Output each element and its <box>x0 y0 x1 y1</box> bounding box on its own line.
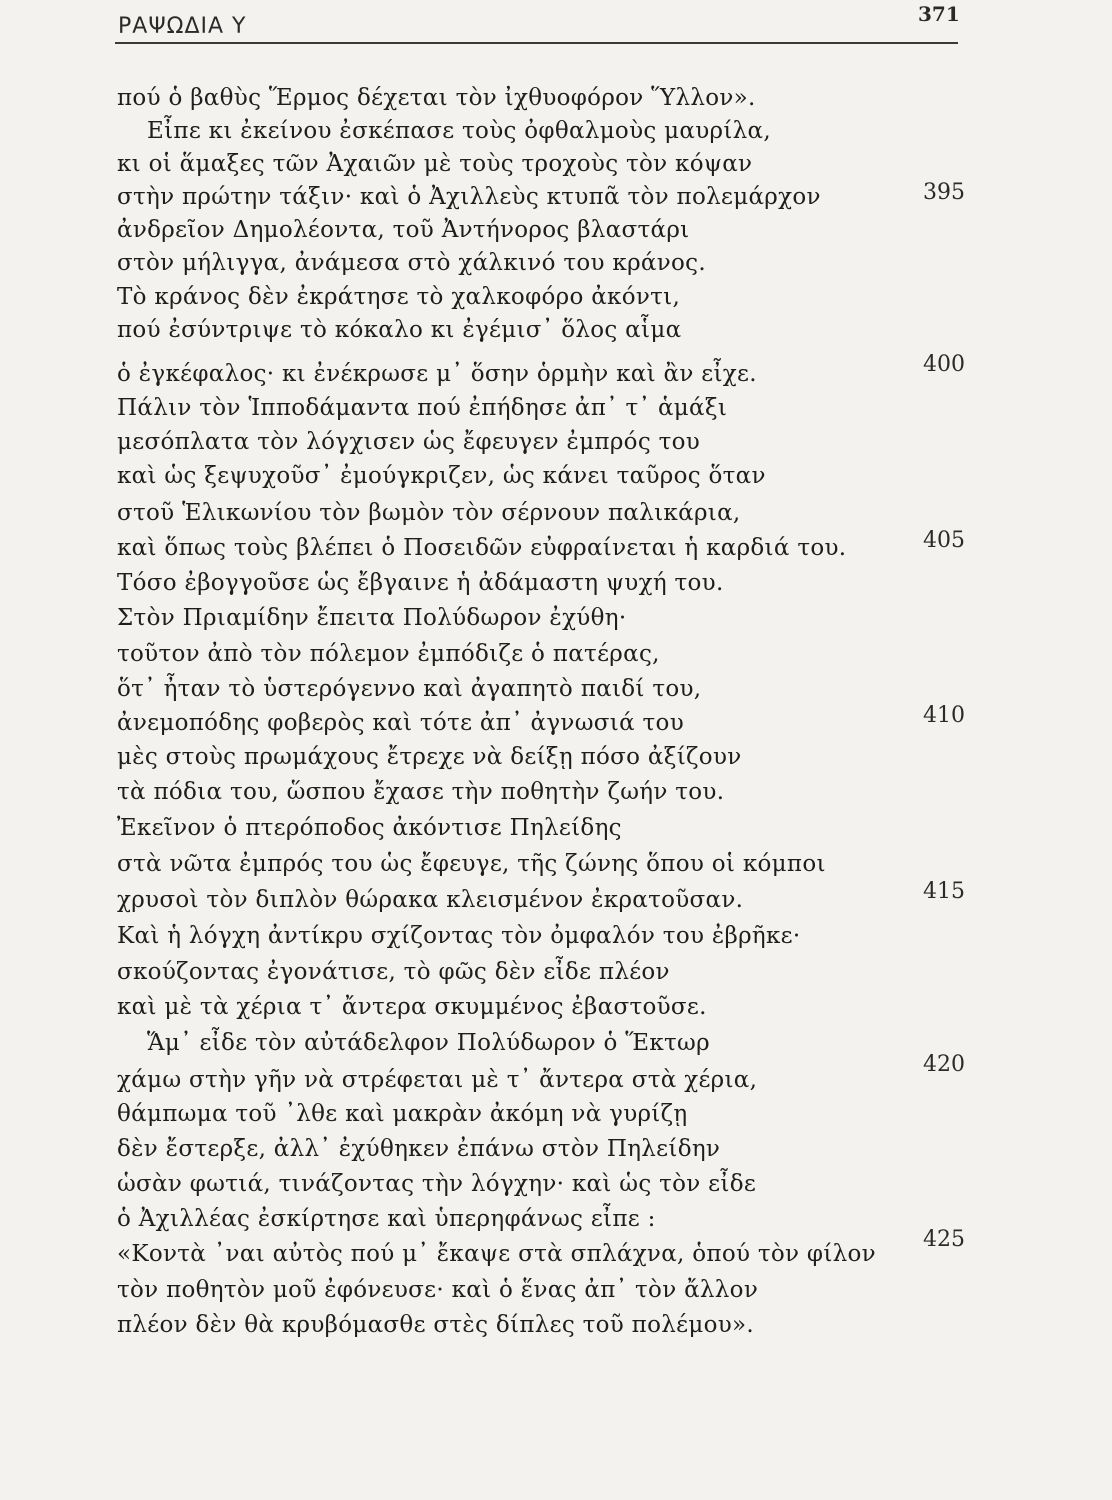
verse-line: δὲν ἔστερξε, ἀλλ᾽ ἐχύθηκεν ἐπάνω στὸν Πηλείδην <box>117 1136 721 1162</box>
verse-line: τοῦτον ἀπὸ τὸν πόλεμον ἐμπόδιζε ὁ πατέρας, <box>117 641 660 667</box>
verse-line: Ἅμ᾽ εἶδε τὸν αὐτάδελφον Πολύδωρον ὁ Ἕκτωρ <box>147 1030 710 1056</box>
line-number: 395 <box>923 180 965 205</box>
verse-line: ὡσὰν φωτιά, τινάζοντας τὴν λόγχην· καὶ ὡς τὸν εἶδε <box>117 1171 757 1197</box>
verse-line: καὶ ὡς ξεψυχοῦσ᾽ ἐμούγκριζεν, ὡς κάνει ταῦρος ὅταν <box>117 463 766 489</box>
verse-line: ἀνεμοπόδης φοβερὸς καὶ τότε ἀπ᾽ ἀγνωσιά του <box>117 710 684 736</box>
header-rule <box>115 42 958 44</box>
verse-line: τὸν ποθητὸν μοῦ ἐφόνευσε· καὶ ὁ ἕνας ἀπ᾽ τὸν ἄλλον <box>117 1277 759 1303</box>
verse-line: μεσόπλατα τὸν λόγχισεν ὡς ἔφευγεν ἐμπρός του <box>117 429 701 455</box>
line-number: 405 <box>923 528 965 553</box>
verse-line: καὶ ὅπως τοὺς βλέπει ὁ Ποσειδῶν εὐφραίνεται ἡ καρδιά του. <box>117 535 847 561</box>
verse-line: στὸν μήλιγγα, ἀνάμεσα στὸ χάλκινό του κράνος. <box>117 250 706 276</box>
line-number: 400 <box>923 352 965 377</box>
verse-line: Τὸ κράνος δὲν ἐκράτησε τὸ χαλκοφόρο ἀκόντι, <box>117 284 681 310</box>
verse-line: πλέον δὲν θὰ κρυβόμασθε στὲς δίπλες τοῦ πολέμου». <box>117 1312 755 1338</box>
verse-line: πού ὁ βαθὺς Ἕρμος δέχεται τὸν ἰχθυοφόρον Ὕλλον». <box>117 85 756 111</box>
verse-line: στοῦ Ἑλικωνίου τὸν βωμὸν τὸν σέρνουν παλικάρια, <box>117 500 741 526</box>
verse-line: Στὸν Πριαμίδην ἔπειτα Πολύδωρον ἐχύθη· <box>117 605 627 631</box>
line-number: 415 <box>923 879 965 904</box>
verse-line: θάμπωμα τοῦ ᾽λθε καὶ μακρὰν ἀκόμη νὰ γυρίζῃ <box>117 1101 688 1127</box>
verse-line: στὰ νῶτα ἐμπρός του ὡς ἔφευγε, τῆς ζώνης ὅπου οἱ κόμποι <box>117 851 826 877</box>
verse-line: Πάλιν τὸν Ἱπποδάμαντα πού ἐπήδησε ἀπ᾽ τ᾽ ἁμάξι <box>117 395 728 421</box>
verse-line: σκούζοντας ἐγονάτισε, τὸ φῶς δὲν εἶδε πλέον <box>117 959 670 985</box>
verse-line: «Κοντὰ ᾽ναι αὐτὸς πού μ᾽ ἔκαψε στὰ σπλάχνα, ὁπού τὸν φίλον <box>117 1241 876 1267</box>
verse-line: χρυσοὶ τὸν διπλὸν θώρακα κλεισμένον ἐκρατοῦσαν. <box>117 887 744 913</box>
verse-line: ὁ ἐγκέφαλος· κι ἐνέκρωσε μ᾽ ὅσην ὁρμὴν καὶ ἂν εἶχε. <box>117 361 757 387</box>
verse-line: κι οἱ ἅμαξες τῶν Ἀχαιῶν μὲ τοὺς τροχοὺς τὸν κόψαν <box>117 151 753 177</box>
verse-line: ἀνδρεῖον Δημολέοντα, τοῦ Ἀντήνορος βλαστάρι <box>117 217 690 243</box>
line-number: 425 <box>923 1227 965 1252</box>
line-number: 410 <box>923 703 965 728</box>
verse-line: Ἐκεῖνον ὁ πτερόποδος ἀκόντισε Πηλείδης <box>117 815 622 841</box>
verse-line: μὲς στοὺς πρωμάχους ἔτρεχε νὰ δείξῃ πόσο ἀξίζουν <box>117 744 742 770</box>
line-number: 420 <box>923 1052 965 1077</box>
verse-line: Τόσο ἐβογγοῦσε ὡς ἔβγαινε ἡ ἀδάμαστη ψυχή του. <box>117 570 724 596</box>
verse-line: στὴν πρώτην τάξιν· καὶ ὁ Ἀχιλλεὺς κτυπᾶ τὸν πολεμάρχον <box>117 184 821 210</box>
verse-line: πού ἐσύντριψε τὸ κόκαλο κι ἐγέμισ᾽ ὅλος αἷμα <box>117 317 682 343</box>
verse-line: Καὶ ἡ λόγχη ἀντίκρυ σχίζοντας τὸν ὀμφαλόν του ἐβρῆκε· <box>117 923 801 949</box>
verse-line: χάμω στὴν γῆν νὰ στρέφεται μὲ τ᾽ ἄντερα στὰ χέρια, <box>117 1067 758 1093</box>
verse-line: Εἶπε κι ἐκείνου ἐσκέπασε τοὺς ὀφθαλμοὺς μαυρίλα, <box>147 118 771 144</box>
verse-line: ὁ Ἀχιλλέας ἐσκίρτησε καὶ ὑπερηφάνως εἶπε : <box>117 1206 656 1232</box>
verse-line: καὶ μὲ τὰ χέρια τ᾽ ἄντερα σκυμμένος ἐβαστοῦσε. <box>117 994 707 1020</box>
running-head-title: ΡΑΨΩΔΙΑ Υ <box>118 14 247 39</box>
verse-line: ὅτ᾽ ἦταν τὸ ὑστερόγεννο καὶ ἀγαπητὸ παιδί του, <box>117 676 702 702</box>
page-number: 371 <box>918 2 960 26</box>
verse-line: τὰ πόδια του, ὥσπου ἔχασε τὴν ποθητὴν ζωήν του. <box>117 779 725 805</box>
